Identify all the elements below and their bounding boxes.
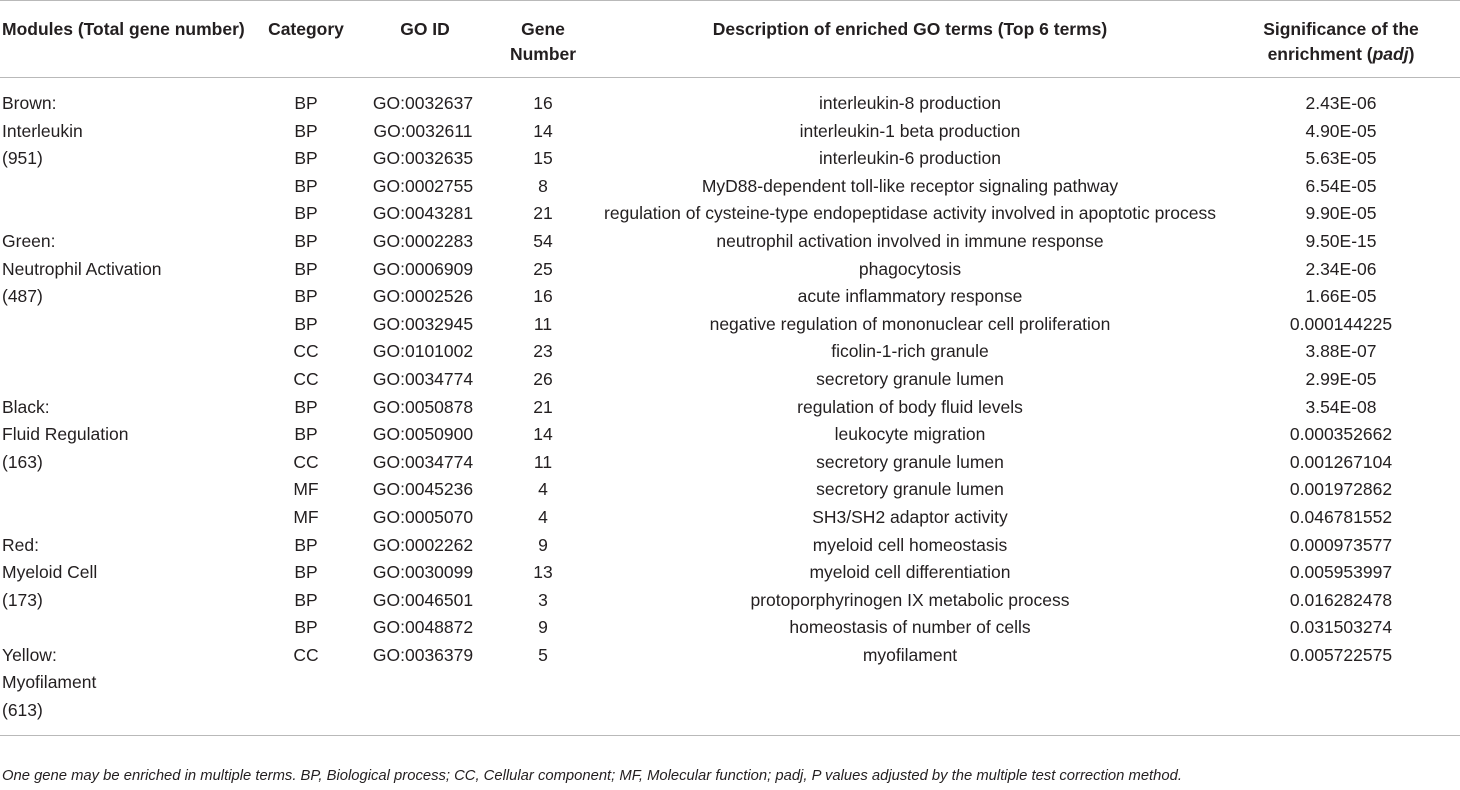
go-id-cell: GO:0002755: [372, 175, 474, 196]
significance-cell: 0.046781552: [1289, 506, 1393, 527]
table-row: [0, 228, 1460, 256]
significance-cell: 0.005722575: [1289, 644, 1393, 665]
module-cell: (487): [2, 286, 43, 307]
gene-number-cell: [488, 697, 598, 735]
significance-cell: 0.001267104: [1289, 451, 1393, 472]
table-row: [0, 256, 1460, 284]
table-row: [0, 118, 1460, 146]
category-cell: CC: [293, 368, 319, 389]
go-id-cell: GO:0002526: [372, 286, 474, 307]
description-cell: acute inflammatory response: [797, 286, 1023, 307]
description-cell: myofilament: [862, 644, 958, 665]
significance-cell: 0.001972862: [1289, 479, 1393, 500]
significance-cell: 0.000973577: [1289, 534, 1393, 555]
go-id-cell: GO:0050900: [372, 424, 474, 445]
go-id-cell: GO:0050878: [372, 396, 474, 417]
module-cell: [0, 338, 250, 366]
gene-number-cell: 21: [533, 396, 553, 417]
significance-cell: [1222, 697, 1460, 735]
header-significance-prefix: Significance of the enrichment (: [1263, 19, 1419, 64]
go-id-cell: GO:0045236: [372, 479, 474, 500]
description-cell: regulation of cysteine-type endopeptidase activity involved in apoptotic process: [604, 203, 1216, 224]
category-cell: BP: [294, 230, 318, 251]
category-cell: CC: [293, 451, 319, 472]
module-cell: (163): [2, 451, 43, 472]
category-cell: [250, 669, 362, 697]
module-cell: Brown:: [2, 93, 57, 113]
table-row: [0, 311, 1460, 339]
table-row: [0, 697, 1460, 735]
module-cell: Fluid Regulation: [2, 424, 129, 445]
module-cell: Black:: [2, 396, 50, 417]
significance-cell: 3.54E-08: [1305, 396, 1377, 417]
description-cell: secretory granule lumen: [816, 451, 1004, 472]
module-cell: Green:: [2, 230, 56, 251]
description-cell: negative regulation of mononuclear cell proliferation: [709, 313, 1111, 334]
description-cell: [598, 697, 1222, 735]
table-row: [0, 145, 1460, 173]
gene-number-cell: 4: [538, 506, 548, 527]
module-cell: (951): [2, 148, 43, 169]
description-cell: MyD88-dependent toll-like receptor signaling pathway: [701, 175, 1119, 196]
significance-cell: 6.54E-05: [1305, 175, 1377, 196]
description-cell: secretory granule lumen: [816, 479, 1004, 500]
category-cell: BP: [294, 534, 318, 555]
description-cell: neutrophil activation involved in immune response: [716, 230, 1104, 251]
table-row: [0, 338, 1460, 366]
significance-cell: 2.43E-06: [1305, 93, 1377, 113]
table-row: [0, 614, 1460, 642]
gene-number-cell: [488, 669, 598, 697]
category-cell: BP: [294, 617, 318, 638]
description-cell: interleukin-6 production: [819, 148, 1001, 169]
table-row: [0, 173, 1460, 201]
table-body: [0, 78, 1460, 736]
table-row: [0, 366, 1460, 394]
go-id-cell: GO:0030099: [372, 562, 474, 583]
table-row: [0, 283, 1460, 311]
gene-number-cell: 14: [533, 120, 553, 141]
significance-cell: 2.99E-05: [1305, 368, 1377, 389]
table-row: [0, 642, 1460, 670]
gene-number-cell: 3: [538, 589, 548, 610]
go-id-cell: GO:0046501: [372, 589, 474, 610]
header-module: Modules (Total gene number): [0, 1, 250, 78]
category-cell: BP: [294, 286, 318, 307]
description-cell: protoporphyrinogen IX metabolic process: [750, 589, 1070, 610]
go-id-cell: GO:0032945: [372, 313, 474, 334]
table-row: [0, 559, 1460, 587]
go-id-cell: [362, 697, 488, 735]
category-cell: BP: [294, 562, 318, 583]
category-cell: BP: [294, 93, 318, 113]
gene-number-cell: 13: [533, 562, 553, 583]
description-cell: regulation of body fluid levels: [797, 396, 1023, 417]
go-id-cell: GO:0034774: [372, 368, 474, 389]
module-cell: Myofilament: [2, 672, 97, 693]
table-row: [0, 669, 1460, 697]
gene-number-cell: 5: [538, 644, 548, 665]
significance-cell: 0.016282478: [1289, 589, 1393, 610]
significance-cell: 3.88E-07: [1305, 341, 1377, 362]
header-row: [0, 1, 1460, 78]
go-id-cell: GO:0048872: [372, 617, 474, 638]
category-cell: BP: [294, 175, 318, 196]
category-cell: BP: [294, 258, 318, 279]
header-significance-italic: padj: [1372, 44, 1409, 64]
category-cell: BP: [294, 424, 318, 445]
module-cell: [0, 311, 250, 339]
description-cell: [598, 669, 1222, 697]
table-row: [0, 504, 1460, 532]
module-cell: [0, 614, 250, 642]
go-id-cell: GO:0043281: [372, 203, 474, 224]
gene-number-cell: 21: [533, 203, 553, 224]
go-id-cell: GO:0002283: [372, 230, 474, 251]
gene-number-cell: 14: [533, 424, 553, 445]
gene-number-cell: 11: [533, 313, 553, 334]
significance-cell: 5.63E-05: [1305, 148, 1377, 169]
go-id-cell: GO:0034774: [372, 451, 474, 472]
category-cell: MF: [293, 479, 319, 500]
header-category: Category: [250, 1, 362, 78]
go-id-cell: GO:0005070: [372, 506, 474, 527]
gene-number-cell: 15: [533, 148, 553, 169]
table-row: [0, 476, 1460, 504]
gene-number-cell: 9: [538, 534, 548, 555]
go-id-cell: GO:0036379: [372, 644, 474, 665]
gene-number-cell: 54: [533, 230, 553, 251]
gene-number-cell: 16: [533, 286, 553, 307]
module-cell: Red:: [2, 534, 39, 555]
module-cell: [0, 366, 250, 394]
header-gene-number: Gene Number: [488, 1, 598, 78]
go-id-cell: [362, 669, 488, 697]
module-cell: Myeloid Cell: [2, 562, 98, 583]
description-cell: myeloid cell homeostasis: [812, 534, 1008, 555]
module-cell: [0, 200, 250, 228]
table-row: [0, 394, 1460, 422]
description-cell: phagocytosis: [858, 258, 962, 279]
gene-number-cell: 16: [533, 93, 553, 113]
module-cell: Yellow:: [2, 644, 57, 665]
go-id-cell: GO:0032637: [372, 93, 474, 113]
go-id-cell: GO:0002262: [372, 534, 474, 555]
module-cell: (613): [0, 697, 250, 735]
significance-cell: [1222, 669, 1460, 697]
category-cell: BP: [294, 120, 318, 141]
significance-cell: 9.50E-15: [1305, 230, 1377, 251]
significance-cell: 0.000352662: [1289, 424, 1393, 445]
description-cell: homeostasis of number of cells: [789, 617, 1031, 638]
description-cell: interleukin-1 beta production: [799, 120, 1021, 141]
category-cell: [250, 697, 362, 735]
significance-cell: 0.000144225: [1289, 313, 1393, 334]
module-cell: Neutrophil Activation: [2, 258, 162, 279]
table-row: [0, 421, 1460, 449]
description-cell: interleukin-8 production: [819, 93, 1001, 113]
description-cell: leukocyte migration: [834, 424, 986, 445]
gene-number-cell: 23: [533, 341, 553, 362]
category-cell: BP: [294, 396, 318, 417]
go-id-cell: GO:0032635: [372, 148, 474, 169]
significance-cell: 0.005953997: [1289, 562, 1393, 583]
significance-cell: 0.031503274: [1289, 617, 1393, 638]
gene-number-cell: 25: [533, 258, 553, 279]
gene-number-cell: 9: [538, 617, 548, 638]
go-id-cell: GO:0006909: [372, 258, 474, 279]
table-header: [0, 1, 1460, 78]
table-row: [0, 78, 1460, 118]
table-row: [0, 532, 1460, 560]
go-id-cell: GO:0032611: [373, 120, 473, 141]
category-cell: CC: [293, 644, 319, 665]
table-row: [0, 587, 1460, 615]
table-row: [0, 449, 1460, 477]
module-cell: [0, 476, 250, 504]
go-id-cell: GO:0101002: [372, 341, 474, 362]
description-cell: myeloid cell differentiation: [809, 562, 1011, 583]
module-cell: [0, 173, 250, 201]
gene-number-cell: 8: [538, 175, 548, 196]
category-cell: BP: [294, 313, 318, 334]
description-cell: secretory granule lumen: [816, 368, 1004, 389]
module-cell: (173): [2, 589, 43, 610]
module-cell: [0, 504, 250, 532]
description-cell: ficolin-1-rich granule: [831, 341, 989, 362]
header-significance: [1222, 1, 1460, 78]
header-description: Description of enriched GO terms (Top 6 terms): [598, 1, 1222, 78]
category-cell: CC: [293, 341, 319, 362]
significance-cell: 9.90E-05: [1305, 203, 1377, 224]
category-cell: MF: [293, 506, 319, 527]
header-significance-suffix: ): [1408, 44, 1415, 64]
category-cell: BP: [294, 203, 318, 224]
header-go-id: GO ID: [362, 1, 488, 78]
gene-number-cell: 11: [533, 451, 553, 472]
gene-number-cell: 4: [538, 479, 548, 500]
significance-cell: 2.34E-06: [1305, 258, 1377, 279]
module-cell: Interleukin: [2, 120, 83, 141]
significance-cell: 1.66E-05: [1305, 286, 1377, 307]
table-footnote: One gene may be enriched in multiple terms. BP, Biological process; CC, Cellular component; MF, Molecular function; padj, P values adjusted by the multiple test correction method.: [2, 768, 1182, 784]
significance-cell: 4.90E-05: [1305, 120, 1377, 141]
table-row: [0, 200, 1460, 228]
category-cell: BP: [294, 589, 318, 610]
gene-number-cell: 26: [533, 368, 553, 389]
category-cell: BP: [294, 148, 318, 169]
description-cell: SH3/SH2 adaptor activity: [812, 506, 1008, 527]
